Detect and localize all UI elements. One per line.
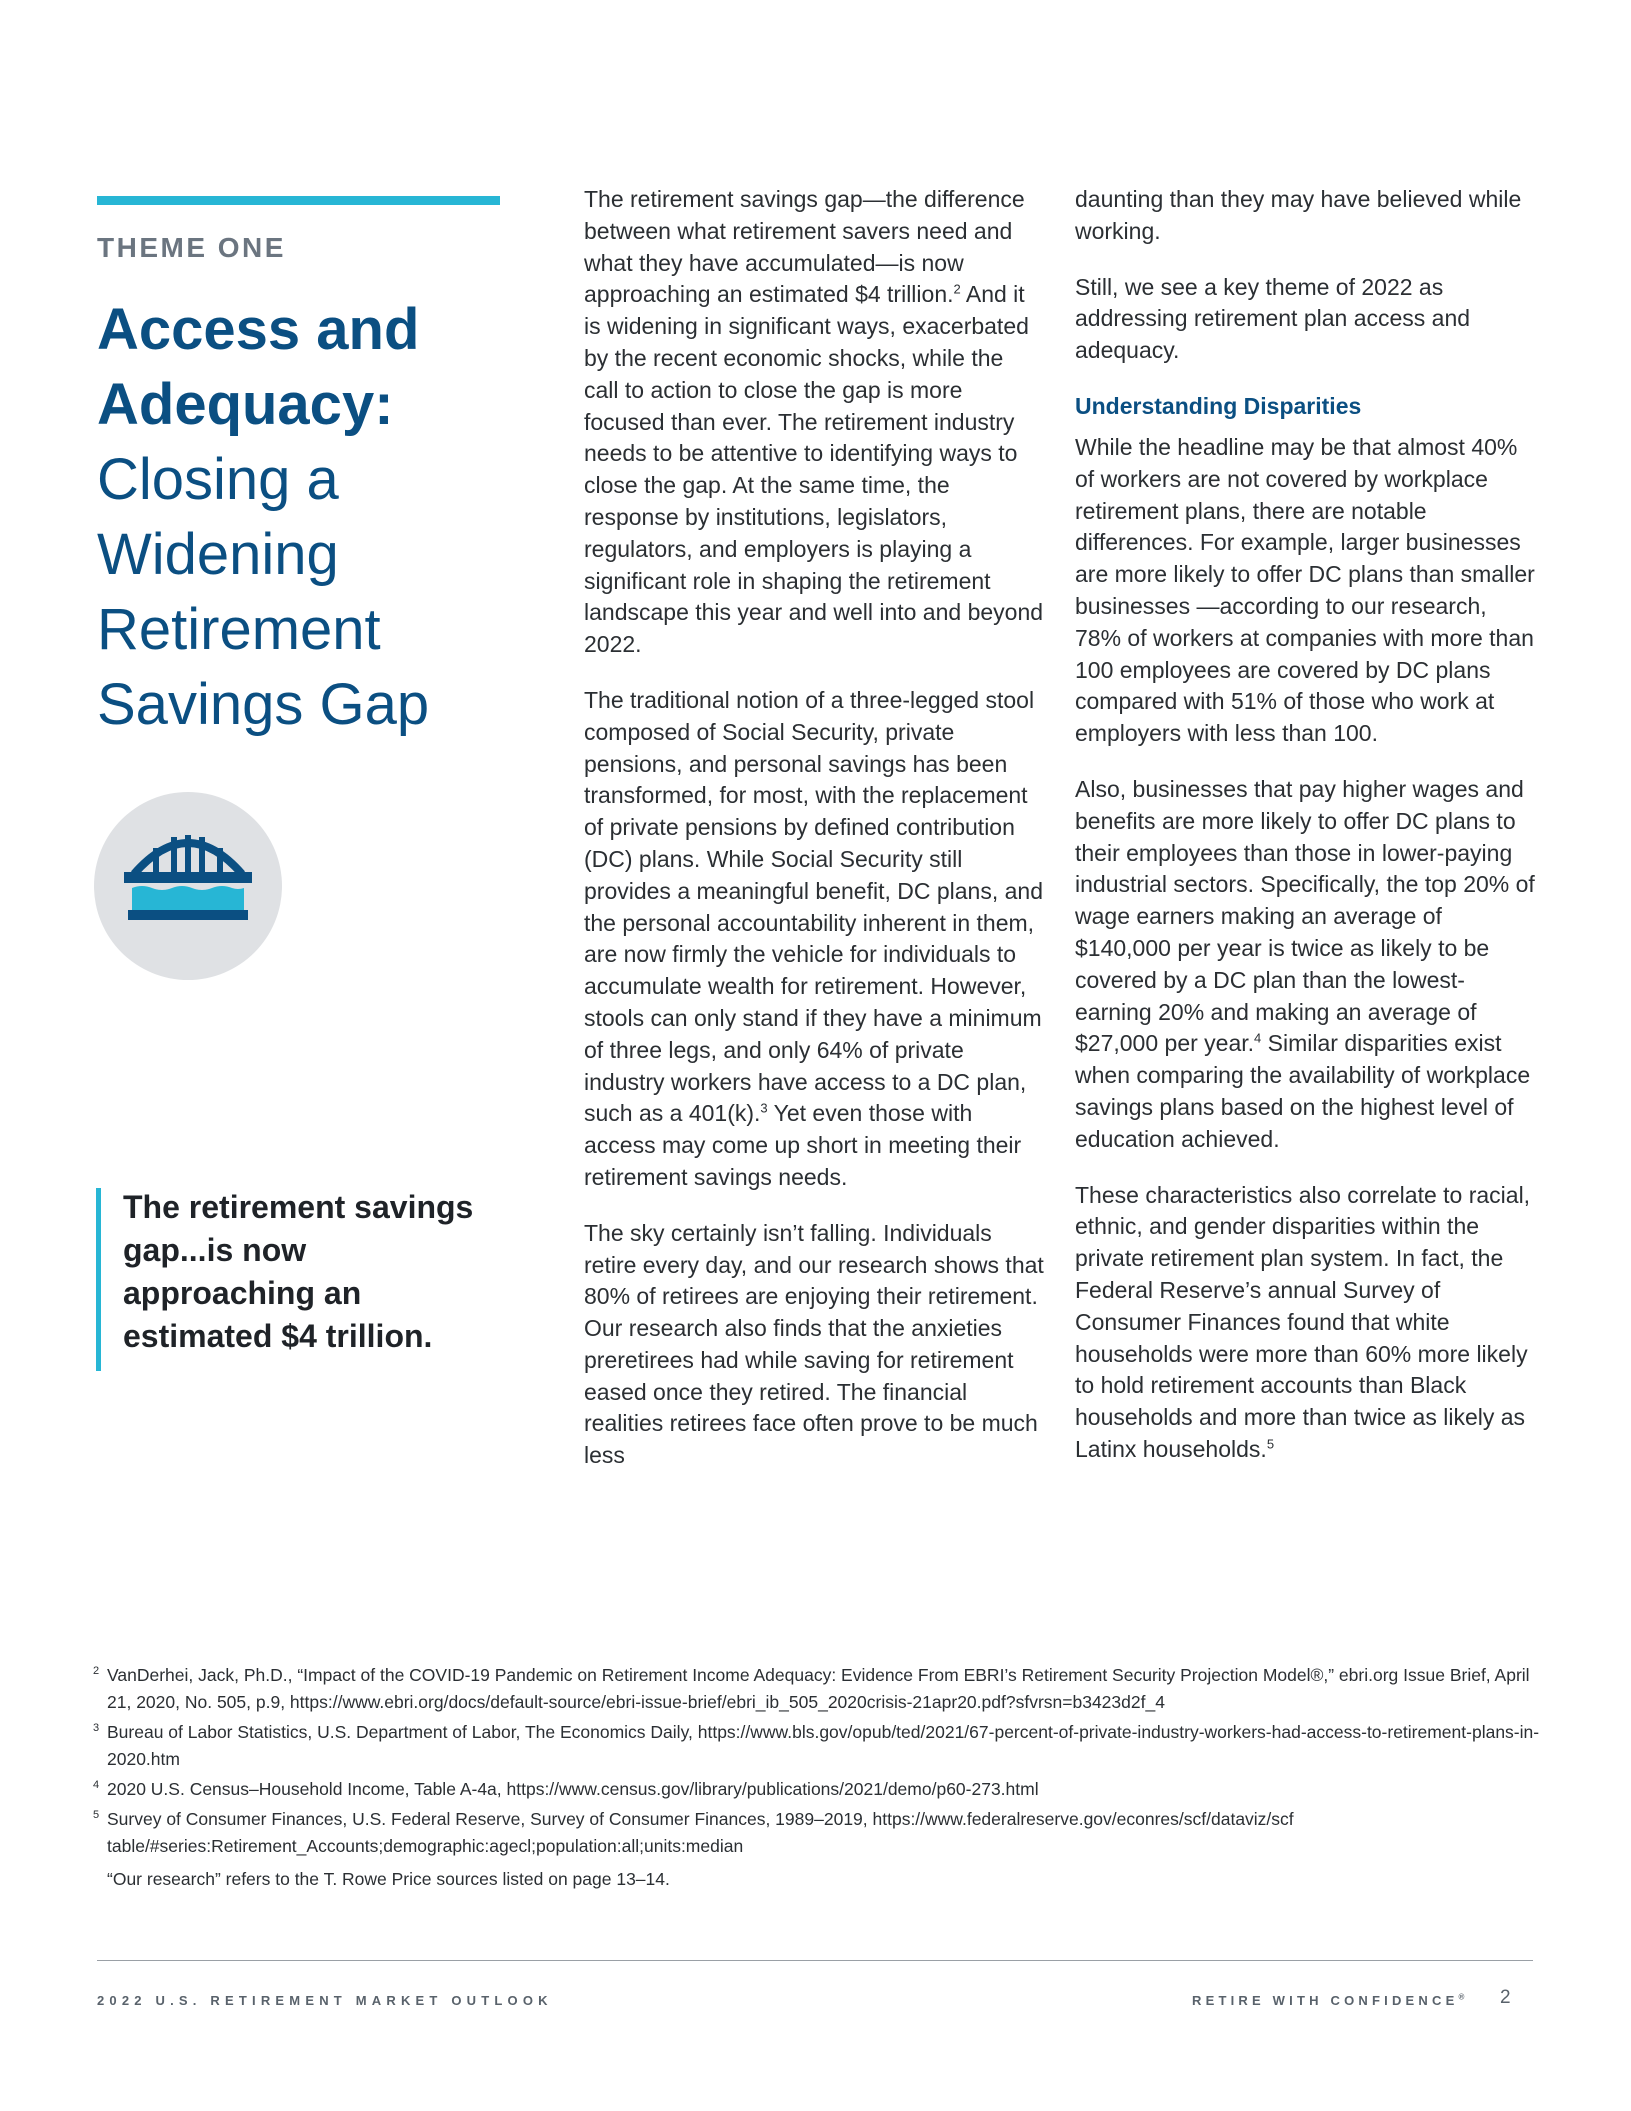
page-number: 2 — [1500, 1987, 1511, 2008]
footer-publication-title: 2022 U.S. RETIREMENT MARKET OUTLOOK — [97, 1993, 553, 2008]
paragraph: The sky certainly isn’t falling. Individuals retire every day, and our research shows that 80% of retirees are enjoying their retirement. Our research also finds that the anxieties preretirees had while saving for retirement eased once they retired. The financial realities retirees face often prove to be much less — [584, 1219, 1044, 1469]
research-note: “Our research” refers to the T. Rowe Price sources listed on page 13–14. — [107, 1869, 670, 1889]
title-line: Retirement — [97, 597, 381, 662]
footnote-ref[interactable]: 3 — [760, 1100, 768, 1116]
footnote: 3 Bureau of Labor Statistics, U.S. Department of Labor, The Economics Daily, https://www.bls.gov/opub/ted/2021/67-percent-of-private-industry-workers-had-access-to-retirement-plans-in-2020.htm — [93, 1722, 1540, 1769]
page-title — [97, 292, 527, 742]
accent-bar — [97, 196, 500, 205]
paragraph: These characteristics also correlate to racial, ethnic, and gender disparities within the private retirement plan system. In fact, the Federal Reserve’s annual Survey of Consumer Finances found that white households were more than 60% more likely to hold retirement accounts than Black households and more than twice as likely as Latinx households.$^5$ — [1075, 1181, 1531, 1462]
title-line: Widening — [97, 522, 339, 587]
theme-label: THEME ONE — [97, 232, 286, 263]
paragraph: Still, we see a key theme of 2022 as addressing retirement plan access and adequacy. — [1075, 273, 1471, 364]
section-subheading: Understanding Disparities — [1075, 392, 1362, 419]
footnote-ref[interactable]: 4 — [1254, 1030, 1262, 1046]
pull-quote-bar — [96, 1188, 101, 1371]
title-line: Access and — [97, 297, 420, 362]
body-column-1 — [584, 184, 1044, 1496]
footnote: 2 VanDerhei, Jack, Ph.D., “Impact of the COVID-19 Pandemic on Retirement Income Adequacy: Evidence From EBRI’s Retirement Security Projection Model®,” ebri.org Issue Brief, April 21, 2020, No. 505, p.9, https://www.ebri.org/docs/default-source/ebri-issue-brief/ebri_ib_505_2020crisis-21apr20.pdf?sfvrsn=b3423d2f_4 — [93, 1665, 1530, 1712]
icon-circle — [94, 792, 282, 980]
paragraph: The retirement savings gap—the difference between what retirement savers need and what they have accumulated—is now approaching an estimated $4 trillion.$^2$ And it is widening in significant ways, exacerbated by the recent economic shocks, while the call to action to close the gap is more focused than ever. The retirement industry needs to be attentive to identifying ways to close the gap. At the same time, the response by institutions, legislators, regulators, and employers is playing a significant role in shaping the retirement landscape this year and well into and beyond 2022. — [584, 186, 1044, 658]
body-column-2 — [1075, 184, 1535, 1490]
paragraph: While the headline may be that almost 40% of workers are not covered by workplace retirement plans, there are notable differences. For example, larger businesses are more likely to offer DC plans than smaller businesses —according to our research, 78% of workers at companies with more than 100 employees are covered by DC plans compared with 51% of those who work at employers with less than 100. — [1075, 433, 1535, 747]
paragraph: Also, businesses that pay higher wages and benefits are more likely to offer DC plans to their employees than those in lower-paying industrial sectors. Specifically, the top 20% of wage earners making an average of $140,000 per year is twice as likely to be covered by a DC plan than the lowest-earning 20% and making an average of $27,000 per year.$^4$ Similar disparities exist when comparing the availability of workplace savings plans based on the highest level of education achieved. — [1075, 775, 1535, 1152]
title-line: Adequacy: — [97, 372, 394, 437]
pull-quote: The retirement savings gap...is now approaching an estimated $4 trillion. — [123, 1189, 474, 1354]
title-line: Closing a — [97, 447, 339, 512]
bridge-icon — [94, 792, 282, 980]
paragraph: The traditional notion of a three-legged stool composed of Social Security, private pensions, and personal savings has been transformed, for most, with the replacement of private pensions by defined contribution (DC) plans. While Social Security still provides a meaningful benefit, DC plans, and the personal accountability inherent in them, are now firmly the vehicle for individuals to accumulate wealth for retirement. However, stools can only stand if they have a minimum of three legs, and only 64% of private industry workers have access to a DC plan, such as a 401(k).$^3$ Yet even those with access may come up short in meeting their retirement savings needs. — [584, 686, 1044, 1190]
footnote: 4 2020 U.S. Census–Household Income, Table A-4a, https://www.census.gov/library/publications/2021/demo/p60-273.html — [93, 1779, 1039, 1799]
footnote: 5 Survey of Consumer Finances, U.S. Federal Reserve, Survey of Consumer Finances, 1989–2019, https://www.federalreserve.gov/econres/scf/dataviz/scf table/#series:Retirement_Accounts;demographic:agecl;population:all;units:median — [93, 1809, 1294, 1856]
footnote-ref[interactable]: 5 — [1266, 1436, 1275, 1452]
footer-divider — [97, 1960, 1533, 1961]
footnote-ref[interactable]: 2 — [953, 281, 961, 297]
title-line: Savings Gap — [97, 672, 430, 737]
footnotes — [93, 1662, 1543, 1893]
footer-tagline: RETIRE WITH CONFIDENCE® — [1192, 1992, 1465, 2008]
paragraph: daunting than they may have believed while working. — [1075, 186, 1522, 244]
